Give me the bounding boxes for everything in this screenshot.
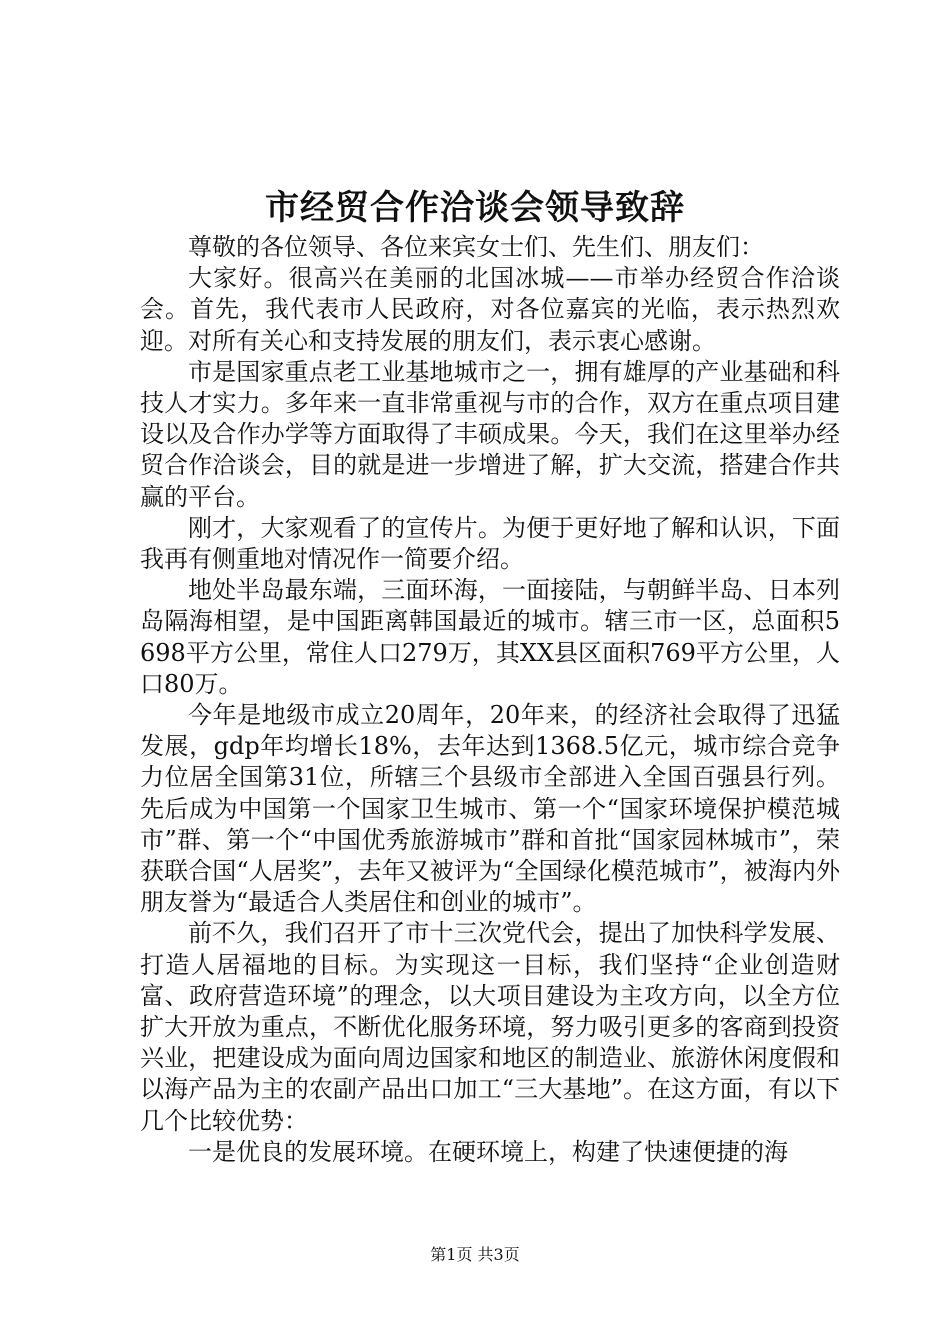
paragraph: 地处半岛最东端，三面环海，一面接陆，与朝鲜半岛、日本列岛隔海相望，是中国距离韩国最近的城市。辖三市一区，总面积5698平方公里，常住人口279万，其XX县区面积769平方公里，人口80万。 [140,576,840,698]
paragraph: 今年是地级市成立20周年，20年来，的经济社会取得了迅猛发展，gdp年均增长18%，去年达到1368.5亿元，城市综合竞争力位居全国第31位，所辖三个县级市全部进入全国百强县行列。先后成为中国第一个国家卫生城市、第一个“国家环境保护模范城市”群、第一个“中国优秀旅游城市”群和首批“国家园林城市”，荣获联合国“人居奖”，去年又被评为“全国绿化模范城市”，被海内外朋友誉为“最适合人类居住和创业的城市”。 [140,701,840,917]
paragraph: 大家好。很高兴在美丽的北国冰城——市举办经贸合作洽谈会。首先，我代表市人民政府，对各位嘉宾的光临，表示热烈欢迎。对所有关心和支持发展的朋友们，表示衷心感谢。 [140,264,840,355]
paragraph: 刚才，大家观看了的宣传片。为便于更好地了解和认识，下面我再有侧重地对情况作一简要介绍。 [140,513,840,574]
paragraph: 一是优良的发展环境。在硬环境上，构建了快速便捷的海 [188,1137,788,1166]
paragraph-salutation: 尊敬的各位领导、各位来宾女士们、先生们、朋友们： [188,233,764,261]
paragraph: 前不久，我们召开了市十三次党代会，提出了加快科学发展、打造人居福地的目标。为实现这一目标，我们坚持“企业创造财富、政府营造环境”的理念，以大项目建设为主攻方向，以全方位扩大开放为重点，不断优化服务环境，努力吸引更多的客商到投资兴业，把建设成为面向周边国家和地区的制造业、旅游休闲度假和以海产品为主的农副产品出口加工“三大基地”。在这方面，有以下几个比较优势： [140,919,840,1135]
document-title: 市经贸合作洽谈会领导致辞 [265,188,685,228]
page-number-footer: 第1页 共3页 [430,1245,520,1264]
document-body [140,232,840,1168]
paragraph: 市是国家重点老工业基地城市之一，拥有雄厚的产业基础和科技人才实力。多年来一直非常重视与市的合作，双方在重点项目建设以及合作办学等方面取得了丰硕成果。今天，我们在这里举办经贸合作洽谈会，目的就是进一步增进了解，扩大交流，搭建合作共赢的平台。 [140,357,840,511]
